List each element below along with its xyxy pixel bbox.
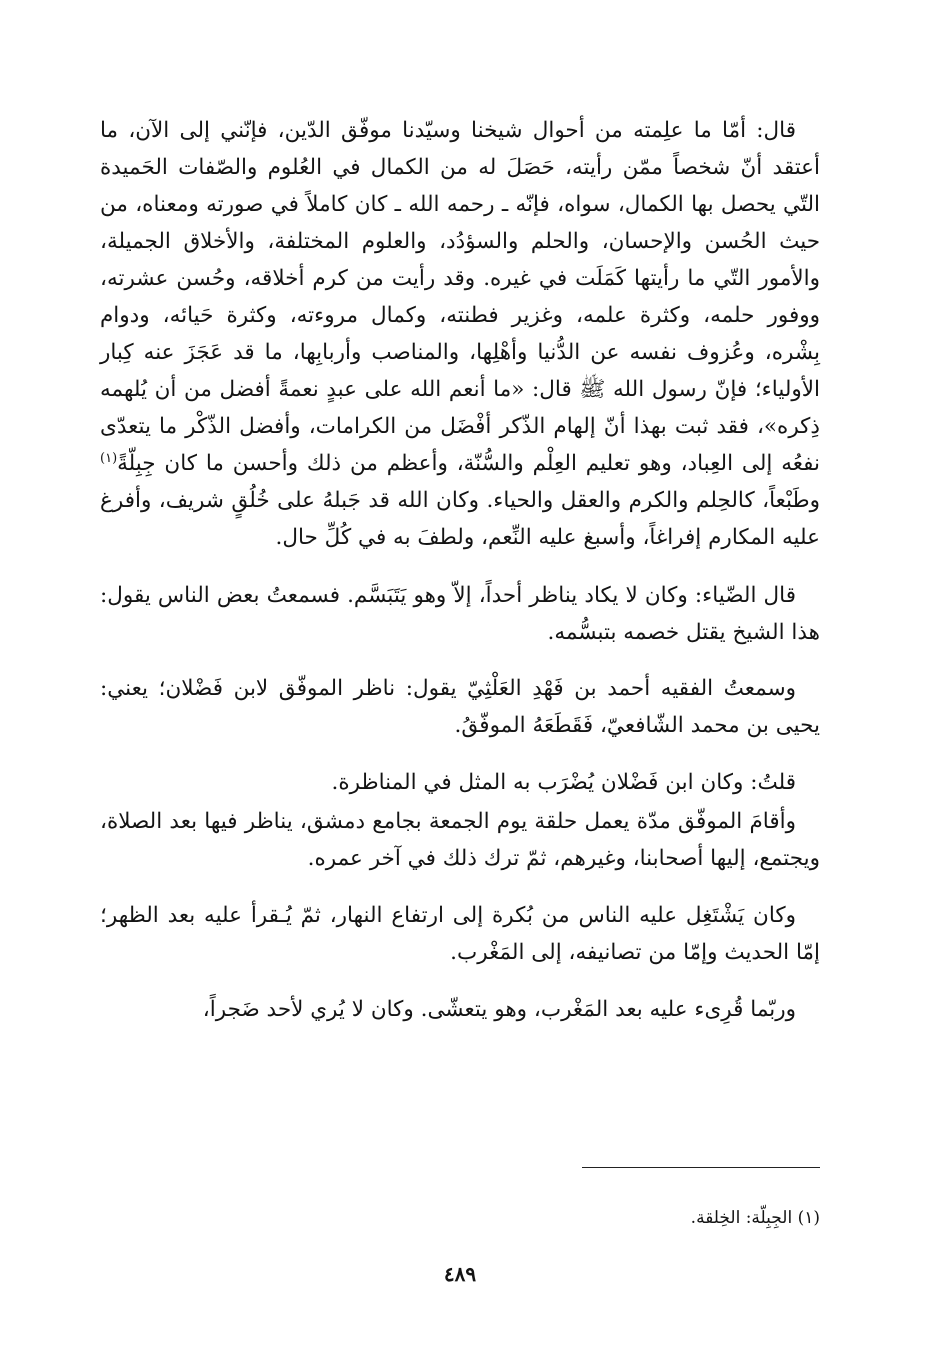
paragraph: وأقامَ الموفّق مدّة يعمل حلقة يوم الجمعة بجامع دمشق، يناظر فيها بعد الصلاة، ويجتمع، إليها أصحابنا، وغيرهم، ثمّ ترك ذلك في آخر عمره. <box>100 809 820 871</box>
footnote-divider <box>582 1167 820 1168</box>
paragraph: قال الضّياء: وكان لا يكاد يناظر أحداً، إلاّ وهو يَتَبَسَّم. فسمعتُ بعض الناس يقول: هذا الشيخ يقتل خصمه بتبسُّمه. <box>100 583 820 645</box>
paragraph-text: قال: أمّا ما علِمته من أحوال شيخنا وسيّدنا موفّق الدّين، فإنّني إلى الآن، ما أعتقد أنّ شخصاً ممّن رأيته، حَصَلَ له من الكمال في العُلوم والصّفات الحَميدة التّي يحصل بها الكمال، سواه، فإنّه ـ رحمه الله ـ كان كاملاً في صورته ومعناه، من حيث الحُسن والإحسان، والحلم والسؤدُد، والعلوم المختلفة، والأخلاق الجميلة، والأمور التّي ما رأيتها كَمَلَت في غيره. وقد رأيت من كرم أخلاقه، وحُسن عشرته، ووفور حلمه، وكثرة علمه، وغزير فطنته، وكمال مروءته، وكثرة حَيائه، ودوام بِشْره، وعُزوف نفسه عن الدُّنيا وأهْلِها، والمناصب وأربابِها، ما قد عَجَزَ عنه كِبار الأولياء؛ فإنّ رسول الله ﷺ قال: «ما أنعم الله على عبدٍ نعمةً أفضل من أن يُلهمه ذِكره»، فقد ثبت بهذا أنّ إلهام الذّكر أفْضَل من الكرامات، وأفضل الذّكْر ما يتعدّى نفعُه إلى العِباد، وهو تعليم العِلْم والسُّنّة، وأعظم من ذلك وأحسن ما كان جِبِلّةً <box>100 118 820 476</box>
paragraph: وربّما قُرِىء عليه بعد المَغْرب، وهو يتعشّى. وكان لا يُري لأحد ضَجراً، <box>202 997 796 1022</box>
paragraph <box>100 112 820 556</box>
footnote: (١) الجِبِلّة: الخِلقة. <box>690 1208 820 1228</box>
paragraph: قلتُ: وكان ابن فَضْلان يُضْرَب به المثل في المناظرة. <box>331 770 796 795</box>
paragraph: وكان يَشْتَغِل عليه الناس من بُكرة إلى ارتفاع النهار، ثمّ يُـقرأ عليه بعد الظهر؛ إمّا الحديث وإمّا من تصانيفه، إلى المَغْرب. <box>100 903 820 965</box>
footnote-marker[interactable]: (١) <box>100 450 118 466</box>
paragraph-text: وطَبْعاً، كالحِلم والكرم والعقل والحياء. وكان الله قد جَبلهُ على خُلُقٍ شريف، وأفرغ عليه المكارم إفراغاً، وأسبغ عليه النِّعم، ولطفَ به في كُلِّ حال. <box>100 488 820 550</box>
paragraph: وسمعتُ الفقيه أحمد بن فَهْدِ العَلْثِيّ يقول: ناظر الموفّق لابن فَضْلان؛ يعني: يحيى بن محمد الشّافعيّ، فَقَطَعَهُ الموفّقُ. <box>100 676 820 738</box>
main-text <box>100 112 820 1028</box>
page-number: ٤٨٩ <box>443 1262 477 1286</box>
book-page <box>100 112 820 1312</box>
